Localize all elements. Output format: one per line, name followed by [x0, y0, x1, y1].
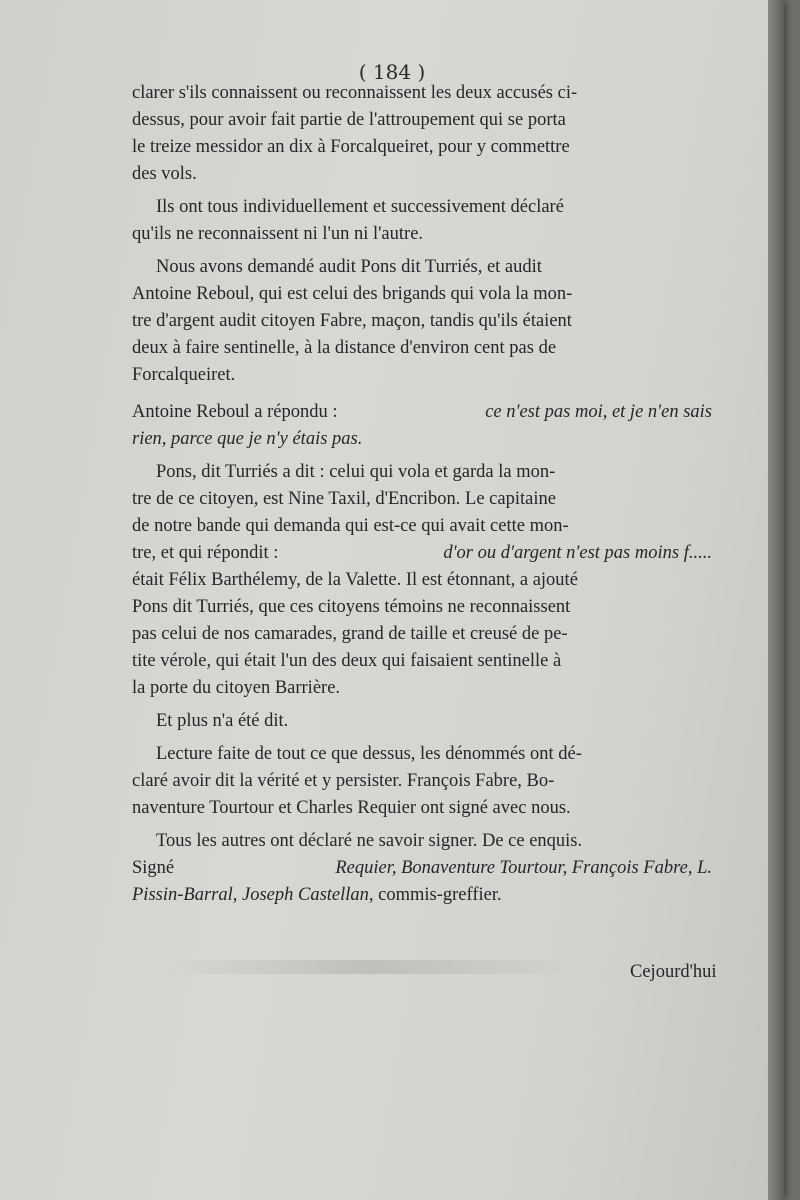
text-line: le treize messidor an dix à Forcalqueiret, pour y commettre [132, 137, 570, 157]
text-line: clarer s'ils connaissent ou reconnaissent les deux accusés ci- [132, 83, 578, 103]
text-line: tite vérole, qui était l'un des deux qui faisaient sentinelle à [132, 651, 562, 671]
text-line: Nous avons demandé audit Pons dit Turriés, et audit [156, 257, 542, 277]
page-smudge [160, 960, 580, 974]
text-line: claré avoir dit la vérité et y persister. François Fabre, Bo- [132, 771, 555, 791]
text-line: Pons, dit Turriés a dit : celui qui vola et garda la mon- [156, 462, 556, 482]
text-line: tre, et qui répondit : d'or ou d'argent n'est pas moins f..... [132, 543, 712, 563]
text-line: Ils ont tous individuellement et successivement déclaré [156, 197, 564, 217]
page-edge [768, 0, 784, 1200]
text-line: Pissin-Barral, Joseph Castellan, commis-greffier. [132, 885, 502, 905]
text-line: dessus, pour avoir fait partie de l'attroupement qui se porta [132, 110, 566, 130]
text-line: la porte du citoyen Barrière. [132, 678, 341, 698]
text-line: rien, parce que je n'y étais pas. [132, 429, 363, 449]
text-line: deux à faire sentinelle, à la distance d'environ cent pas de [132, 338, 557, 358]
text-line: tre de ce citoyen, est Nine Taxil, d'Encribon. Le capitaine [132, 489, 556, 509]
text-line: de notre bande qui demanda qui est-ce qui avait cette mon- [132, 516, 569, 536]
text-line: Signé Requier, Bonaventure Tourtour, François Fabre, L. [132, 858, 712, 878]
text-line: Antoine Reboul a répondu : ce n'est pas moi, et je n'en sais [132, 402, 712, 422]
text-line: Forcalqueiret. [132, 365, 236, 385]
body-text [132, 80, 712, 909]
catchword: Cejourd'hui [630, 962, 717, 982]
text-line: tre d'argent audit citoyen Fabre, maçon, tandis qu'ils étaient [132, 311, 572, 331]
text-line: était Félix Barthélemy, de la Valette. Il est étonnant, a ajouté [132, 570, 578, 590]
text-line: qu'ils ne reconnaissent ni l'un ni l'autre. [132, 224, 424, 244]
text-line: naventure Tourtour et Charles Requier ont signé avec nous. [132, 798, 571, 818]
text-line: Tous les autres ont déclaré ne savoir signer. De ce enquis. [156, 831, 583, 851]
text-line: Pons dit Turriés, que ces citoyens témoins ne reconnaissent [132, 597, 571, 617]
text-line: des vols. [132, 164, 197, 184]
page-number: ( 184 ) [358, 60, 426, 84]
text-line: Lecture faite de tout ce que dessus, les dénommés ont dé- [156, 744, 582, 764]
text-line: Et plus n'a été dit. [156, 711, 289, 731]
text-line: Antoine Reboul, qui est celui des brigands qui vola la mon- [132, 284, 573, 304]
text-line: pas celui de nos camarades, grand de taille et creusé de pe- [132, 624, 568, 644]
